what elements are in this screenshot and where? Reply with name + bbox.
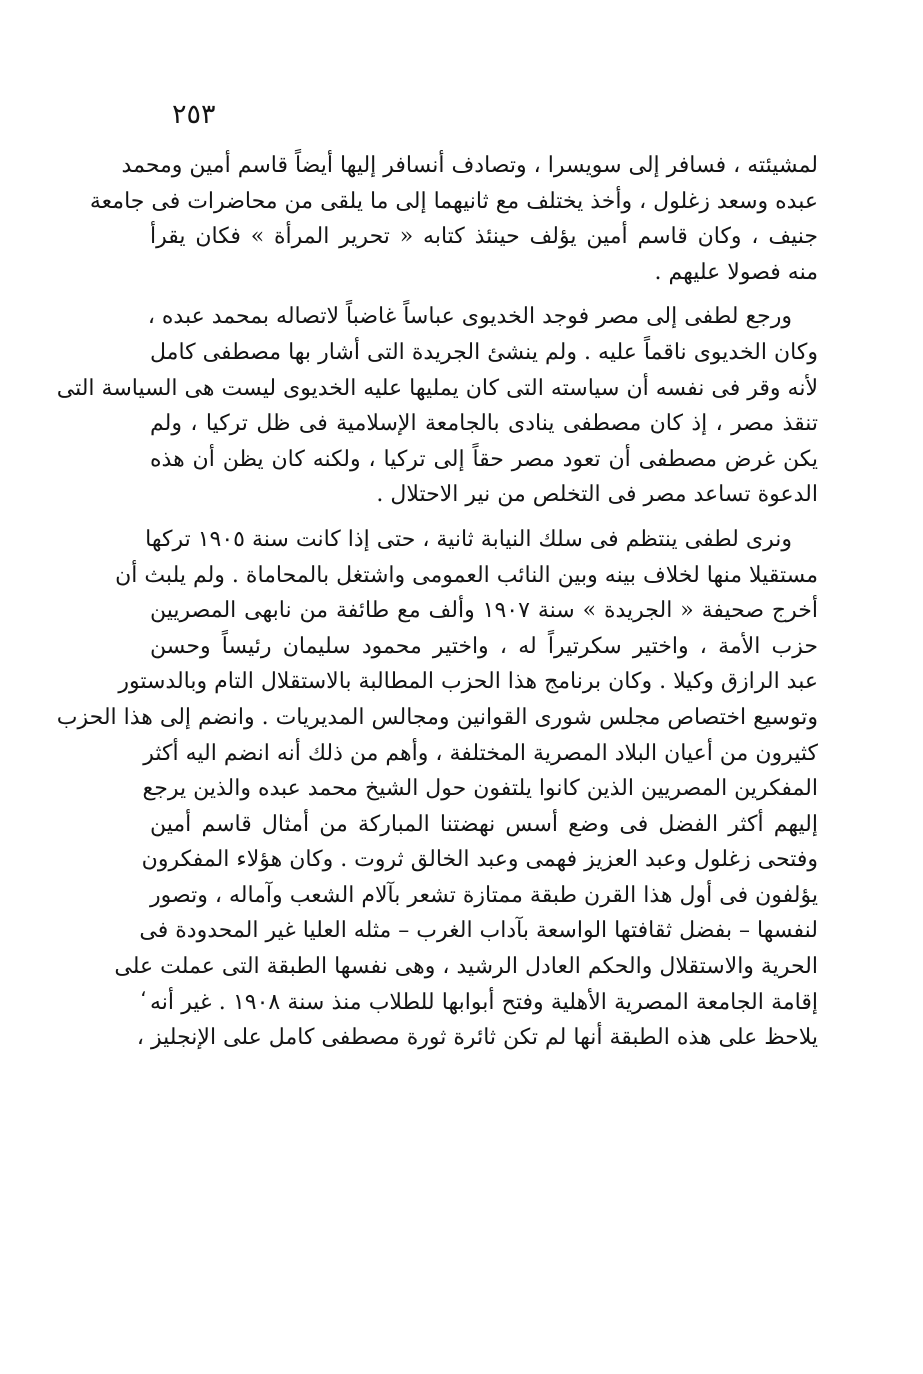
text-line: ورجع لطفى إلى مصر فوجد الخديوى عباساً غاضباً لاتصاله بمحمد عبده ، [147, 304, 792, 330]
text-line: جنيف ، وكان قاسم أمين يؤلف حينئذ كتابه « تحرير المرأة » فكان يقرأ [150, 224, 818, 250]
text-line: لنفسها – بفضل ثقافتها الواسعة بآداب الغرب – مثله العليا غير المحدودة فى [139, 918, 818, 944]
paragraph-2 [56, 299, 818, 513]
text-line: أخرج صحيفة « الجريدة » سنة ١٩٠٧ وألف مع طائفة من نابهى المصريين [150, 598, 818, 624]
text-line: الدعوة تساعد مصر فى التخلص من نير الاحتلال . [376, 482, 818, 508]
text-line: وتوسيع اختصاص مجلس شورى القوانين ومجالس المديريات . وانضم إلى هذا الحزب [56, 704, 818, 730]
text-line: عبد الرازق وكيلا . وكان برنامج هذا الحزب المطالبة بالاستقلال التام وبالدستور [118, 669, 818, 695]
text-line: حزب الأمة ، واختير سكرتيراً له ، واختير محمود سليمان رئيساً وحسن [150, 633, 818, 659]
text-line: لمشيئته ، فسافر إلى سويسرا ، وتصادف أنسافر إليها أيضاً قاسم أمين ومحمد [121, 153, 818, 178]
text-line: يكن غرض مصطفى أن تعود مصر حقاً إلى تركيا ، ولكنه كان يظن أن هذه [150, 446, 818, 472]
page-number: ٢٥٣ [172, 99, 216, 130]
text-line: يؤلفون فى أول هذا القرن طبقة ممتازة تشعر بآلام الشعب وآماله ، وتصور [150, 882, 818, 908]
text-line: إقامة الجامعة المصرية الأهلية وفتح أبوابها للطلاب منذ سنة ١٩٠٨ . غير أنه [150, 989, 818, 1015]
paragraph-gap [150, 290, 818, 299]
text-line: وفتحى زغلول وعبد العزيز فهمى وعبد الخالق ثروت . وكان هؤلاء المفكرون [141, 847, 818, 873]
paragraph-3 [56, 522, 818, 1056]
text-line: وكان الخديوى ناقماً عليه . ولم ينشئ الجريدة التى أشار بها مصطفى كامل [150, 339, 818, 365]
text-line: عبده وسعد زغلول ، وأخذ يختلف مع ثانيهما إلى ما يلقى من محاضرات فى جامعة [89, 188, 818, 214]
text-line: كثيرون من أعيان البلاد المصرية المختلفة ، وأهم من ذلك أنه انضم اليه أكثر [143, 740, 818, 766]
text-line: الحرية والاستقلال والحكم العادل الرشيد ، وهى نفسها الطبقة التى عملت على [114, 954, 818, 980]
text-line: تنقذ مصر ، إذ كان مصطفى ينادى بالجامعة الإسلامية فى ظل تركيا ، ولم [150, 411, 818, 437]
body-text [56, 148, 818, 1056]
text-line: مستقيلا منها لخلاف بينه وبين النائب العمومى واشتغل بالمحاماة . ولم يلبث أن [115, 562, 818, 588]
paragraph-1 [89, 148, 818, 290]
text-line: لأنه وقر فى نفسه أن سياسته التى كان يمليها عليه الخديوى ليست هى السياسة التى [56, 375, 818, 401]
paragraph-gap [150, 513, 818, 522]
text-line: ونرى لطفى ينتظم فى سلك النيابة ثانية ، حتى إذا كانت سنة ١٩٠٥ تركها [145, 526, 792, 552]
margin-mark: ، [140, 977, 147, 1001]
text-line: المفكرين المصريين الذين كانوا يلتفون حول الشيخ محمد عبده والذين يرجع [142, 776, 818, 802]
text-line: يلاحظ على هذه الطبقة أنها لم تكن ثائرة ثورة مصطفى كامل على الإنجليز ، [136, 1025, 818, 1051]
text-line: إليهم أكثر الفضل فى وضع أسس نهضتنا المباركة من أمثال قاسم أمين [150, 811, 818, 837]
text-line: منه فصولا عليهم . [654, 259, 818, 285]
